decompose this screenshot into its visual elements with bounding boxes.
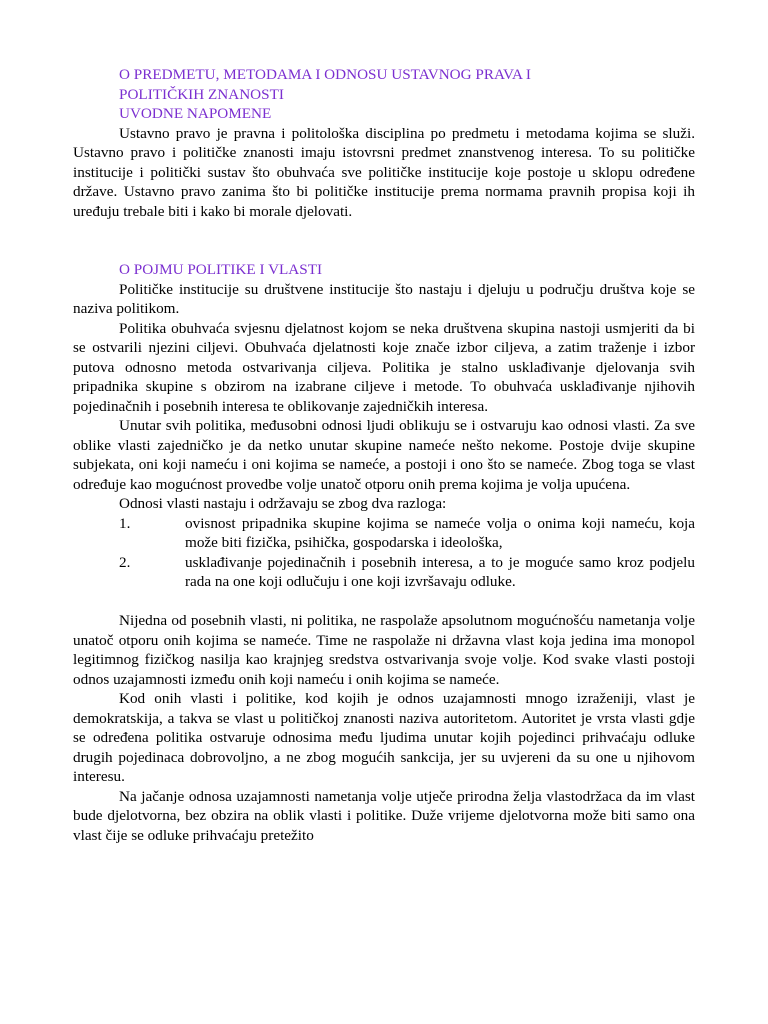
document-body	[73, 65, 695, 845]
list-item	[73, 553, 695, 592]
spacer	[73, 221, 695, 260]
paragraph-nijedna-od-posebnih: Nijedna od posebnih vlasti, ni politika, ne raspolaže apsolutnom mogućnošću nametanja volje unatoč otporu onih kojima se nameće. Time ne raspolaže ni državna vlast koja jedina ima monopol legitimnog fizičkog nasilja kao krajnjeg sredstva ostvarivanja svoje volje. Kod svake vlasti postoji odnos uzajamnosti između onih koji nameću i onih kojima se nameće.	[73, 612, 695, 688]
list-item-number: 1.	[119, 514, 131, 532]
paragraph-politika-obuhvaca: Politika obuhvaća svjesnu djelatnost kojom se neka društvena skupina nastoji usmjeriti da bi se ostvarili njezini ciljevi. Obuhvaća djelatnosti koje znače izbor ciljeva, a zatim traženje i izbor putova odnosno metoda ostvarivanja ciljeva. Politika je stalno usklađivanje djelovanja svih pripadnika skupine s obzirom na izabrane ciljeve i metode. To obuhvaća usklađivanje njihovih pojedinačnih i posebnih interesa te oblikovanje zajedničkih interesa.	[73, 319, 695, 415]
paragraph-ustavno-pravo: Ustavno pravo je pravna i politološka disciplina po predmetu i metodama kojima se služi. Ustavno pravo i političke znanosti imaju istovrsni predmet znanstvenog interesa. To su političke institucije i politički sustav što obuhvaća sve političke institucije koje postoje u sklopu određene države. Ustavno pravo zanima što bi političke institucije prema normama pravnih propisa koji ih uređuju trebale biti i kako bi morale djelovati.	[73, 124, 695, 220]
heading-pojam-politike: O POJMU POLITIKE I VLASTI	[119, 261, 323, 278]
list-item-number: 2.	[119, 553, 131, 571]
paragraph-odnosi-vlasti: Odnosi vlasti nastaju i održavaju se zbog dva razloga:	[119, 495, 447, 512]
paragraph-unutar-svih-politika: Unutar svih politika, međusobni odnosi ljudi oblikuju se i ostvaruju kao odnosi vlasti. Za sve oblike vlasti zajedničko je da netko unutar skupine nameće nešto nekome. Postoje dvije skupine subjekata, oni koji nameću i oni kojima se nameće, a postoji i ono što se nameće. Zbog toga se vlast određuje kao mogućnost provedbe volje unatoč otporu onih prema kojima je volja upućena.	[73, 417, 695, 493]
paragraph-kod-onih-vlasti: Kod onih vlasti i politike, kod kojih je odnos uzajamnosti mnogo izraženiji, vlast je demokratskija, a takva se vlast u političkoj znanosti naziva autoritetom. Autoritet je vrsta vlasti gdje se određena politika ostvaruje odnosima među ljudima unutar kojih pojedinci prihvaćaju odluke drugih pojedinaca dobrovoljno, a ne zbog mogućih sankcija, jer su uvjereni da su one u njihovom interesu.	[73, 690, 695, 785]
list-item-text: ovisnost pripadnika skupine kojima se nameće volja o onima koji nameću, koja može biti fizička, psihička, gospodarska i ideološka,	[185, 514, 695, 551]
list-item	[73, 514, 695, 553]
paragraph-na-jacanje-odnosa: Na jačanje odnosa uzajamnosti nametanja volje utječe prirodna želja vlastodržaca da im vlast bude djelotvorna, bez obzira na oblik vlasti i politike. Duže vrijeme djelotvorna može biti samo ona vlast čije se odluke prihvaćaju pretežito	[73, 787, 695, 844]
spacer	[73, 592, 695, 612]
list-item-text: usklađivanje pojedinačnih i posebnih interesa, a to je moguće samo kroz podjelu rada na one koji odlučuju i one koji izvršavaju odluke.	[185, 553, 695, 590]
heading-line-2: POLITIČKIH ZNANOSTI	[119, 85, 284, 103]
reasons-list	[73, 514, 695, 592]
heading-line-1: O PREDMETU, METODAMA I ODNOSU USTAVNOG PRAVA I	[119, 66, 531, 83]
subheading-uvodne-napomene: UVODNE NAPOMENE	[119, 105, 272, 122]
paragraph-politicke-institucije: Političke institucije su društvene institucije što nastaju i djeluju u području društva koje se naziva politikom.	[73, 280, 695, 317]
